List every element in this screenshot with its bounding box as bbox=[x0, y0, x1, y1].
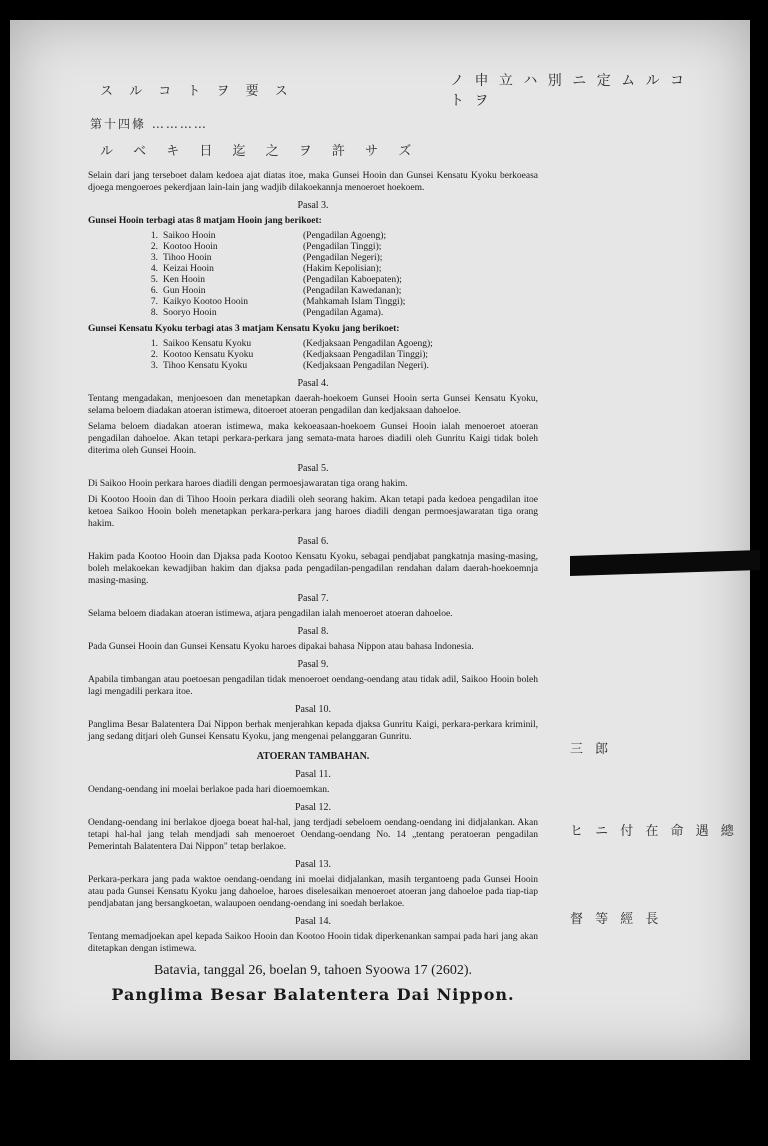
document-body bbox=[88, 170, 538, 1004]
list-item: 7. Kaikyo Kootoo Hooin (Mahkamah Islam Tinggi); bbox=[150, 297, 406, 307]
pasal-11-title: Pasal 11. bbox=[295, 769, 331, 780]
list-item: 3. Tihoo Hooin (Pengadilan Negeri); bbox=[150, 253, 383, 263]
pasal-5-paragraph-1: Di Saikoo Hooin perkara haroes diadili dengan permoesjawaratan tiga orang hakim. bbox=[88, 479, 408, 489]
signature: Panglima Besar Balatentera Dai Nippon. bbox=[111, 985, 515, 1004]
japanese-text-line-3: ル ベ キ 日 迄 之 ヲ 許 サ ズ bbox=[100, 144, 420, 159]
pasal-6-title: Pasal 6. bbox=[297, 536, 329, 547]
japanese-text-top-right: ノ 申 立 ハ 別 ニ 定 ム ル コ ト ヲ bbox=[450, 73, 688, 109]
pasal-10-title: Pasal 10. bbox=[294, 704, 332, 715]
list-item: 6. Gun Hooin (Pengadilan Kawedanan); bbox=[150, 286, 402, 296]
kyoku-intro: Gunsei Kensatu Kyoku terbagi atas 3 matjam Kensatu Kyoku jang berikoet: bbox=[88, 324, 400, 334]
pasal-4-paragraph-1: Tentang mengadakan, menjoesoen dan menetapkan daerah-hoekoem Gunsei Hooin serta Gunsei Kensatu Kyoku, selama beloem diadakan atoeran istimewa, ditoeroet atoeran pengadilan dan kedjaksaan dahoeloe. bbox=[88, 394, 538, 416]
pasal-3-title: Pasal 3. bbox=[297, 200, 329, 211]
pasal-14-title: Pasal 14. bbox=[294, 916, 332, 927]
pasal-11-paragraph: Oendang-oendang ini moelai berlakoe pada hari dioemoemkan. bbox=[88, 785, 330, 795]
list-item: 8. Sooryo Hooin (Pengadilan Agama). bbox=[150, 308, 384, 318]
list-item: 1. Saikoo Kensatu Kyoku (Kedjaksaan Pengadilan Agoeng); bbox=[150, 339, 433, 349]
pasal-12-title: Pasal 12. bbox=[294, 802, 332, 813]
pasal-9-paragraph: Apabila timbangan atau poetoesan pengadilan tidak menoeroet oendang-oendang atau tidak adil, Saikoo Hooin boleh lagi mengadili perkara itoe. bbox=[88, 675, 538, 697]
list-item: 4. Keizai Hooin (Hakim Kepolisian); bbox=[150, 264, 382, 274]
japanese-text-line-1: ス ル コ ト ヲ 要 ス bbox=[100, 84, 294, 99]
side-japanese-text-3: 督 等 經 長 bbox=[570, 912, 663, 927]
pasal-13-title: Pasal 13. bbox=[294, 859, 332, 870]
list-item: 3. Tihoo Kensatu Kyoku (Kedjaksaan Pengadilan Negeri). bbox=[150, 361, 429, 371]
pasal-5-title: Pasal 5. bbox=[297, 463, 329, 474]
pasal-10-paragraph: Panglima Besar Balatentera Dai Nippon berhak menjerahkan kepada djaksa Gunritu Kaigi, perkara-perkara kriminil, jang sedang ditjari oleh Gunsei Kensatu Kyoku, jang mengenai pelanggaran Gunritu. bbox=[88, 720, 538, 742]
pasal-13-paragraph: Perkara-perkara jang pada waktoe oendang-oendang ini moelai didjalankan, masih tergantoeng pada Gunsei Hooin atau pada Gunsei Kensatu Kyoku jang dahoeloe, haroes diselesaikan menoeroet atoeran jang dahoeloe pada tiap-tiap pendjabatan jang bersangkoetan, walaupoen oendang-oendang ini soedah berlakoe. bbox=[88, 875, 538, 909]
pasal-4-title: Pasal 4. bbox=[297, 378, 329, 389]
pasal-9-title: Pasal 9. bbox=[297, 659, 329, 670]
section-title: ATOERAN TAMBAHAN. bbox=[256, 751, 370, 762]
pasal-8-title: Pasal 8. bbox=[297, 626, 329, 637]
side-japanese-text-1: 三 郎 bbox=[570, 742, 613, 757]
hooin-list bbox=[88, 231, 538, 319]
pasal-7-paragraph: Selama beloem diadakan atoeran istimewa, atjara pengadilan ialah menoeroet atoeran dahoeloe. bbox=[88, 609, 453, 619]
list-item: 1. Saikoo Hooin (Pengadilan Agoeng); bbox=[150, 231, 387, 241]
page-fold-shadow bbox=[570, 550, 760, 576]
pasal-5-paragraph-2: Di Kootoo Hooin dan di Tihoo Hooin perkara diadili oleh seorang hakim. Akan tetapi pada kedoea pengadilan itoe ketoea Saikoo Hooin boleh menetapkan perkara-perkara jang haroes diadili dengan permoesjawaratan tiga orang hakim. bbox=[88, 495, 538, 529]
side-japanese-text-2: ヒ ニ 付 在 命 遇 總 bbox=[570, 824, 738, 839]
pasal-4-paragraph-2: Selama beloem diadakan atoeran istimewa, maka kekoeasaan-hoekoem Gunsei Hooin ialah menoeroet atoeran pengadilan dahoeloe. Akan tetapi perkara-perkara jang semata-mata haroes diadili oleh Gunritu Kaigi tidak boleh diterima oleh Gunsei Hooin. bbox=[88, 422, 538, 456]
list-item: 2. Kootoo Kensatu Kyoku (Kedjaksaan Pengadilan Tinggi); bbox=[150, 350, 429, 360]
pasal-6-paragraph: Hakim pada Kootoo Hooin dan Djaksa pada Kootoo Kensatu Kyoku, sebagai pendjabat pangkatnja masing-masing, boleh melakoekan kewadjiban hakim dan djaksa pada pengadilan-pengadilan rendahan dalam daerah-hoekoemnja masing-masing. bbox=[88, 552, 538, 586]
japanese-text-line-2: 第十四條 ………… bbox=[90, 117, 208, 131]
list-item: 2. Kootoo Hooin (Pengadilan Tinggi); bbox=[150, 242, 382, 252]
intro-paragraph: Selain dari jang terseboet dalam kedoea ajat diatas itoe, maka Gunsei Hooin dan Gunsei Kensatu Kyoku berkoeasa djoega mengoeroes pekerdjaan lain-lain jang wadjib dilakoekannja menoeroet hoekoem. bbox=[88, 171, 538, 193]
document-page bbox=[10, 20, 750, 1060]
hooin-intro: Gunsei Hooin terbagi atas 8 matjam Hooin jang berikoet: bbox=[88, 216, 322, 226]
kyoku-list bbox=[88, 339, 538, 372]
pasal-8-paragraph: Pada Gunsei Hooin dan Gunsei Kensatu Kyoku haroes dipakai bahasa Nippon atau bahasa Indonesia. bbox=[88, 642, 474, 652]
list-item: 5. Ken Hooin (Pengadilan Kaboepaten); bbox=[150, 275, 402, 285]
pasal-12-paragraph: Oendang-oendang ini berlakoe djoega boeat hal-hal, jang terdjadi sebeloem oendang-oendang ini didjalankan. Akan tetapi hal-hal jang telah mendjadi sah menoeroet Oendang-oendang No. 14 „tentang peratoeran pengadilan Pemerintah Balatentera Dai Nippon" tetap berlakoe. bbox=[88, 818, 538, 852]
pasal-7-title: Pasal 7. bbox=[297, 593, 329, 604]
closing-date: Batavia, tanggal 26, boelan 9, tahoen Syoowa 17 (2602). bbox=[153, 963, 473, 978]
pasal-14-paragraph: Tentang memadjoekan apel kepada Saikoo Hooin dan Kootoo Hooin tidak diperkenankan sampai pada hari jang akan ditetapkan dengan istimewa. bbox=[88, 932, 538, 954]
